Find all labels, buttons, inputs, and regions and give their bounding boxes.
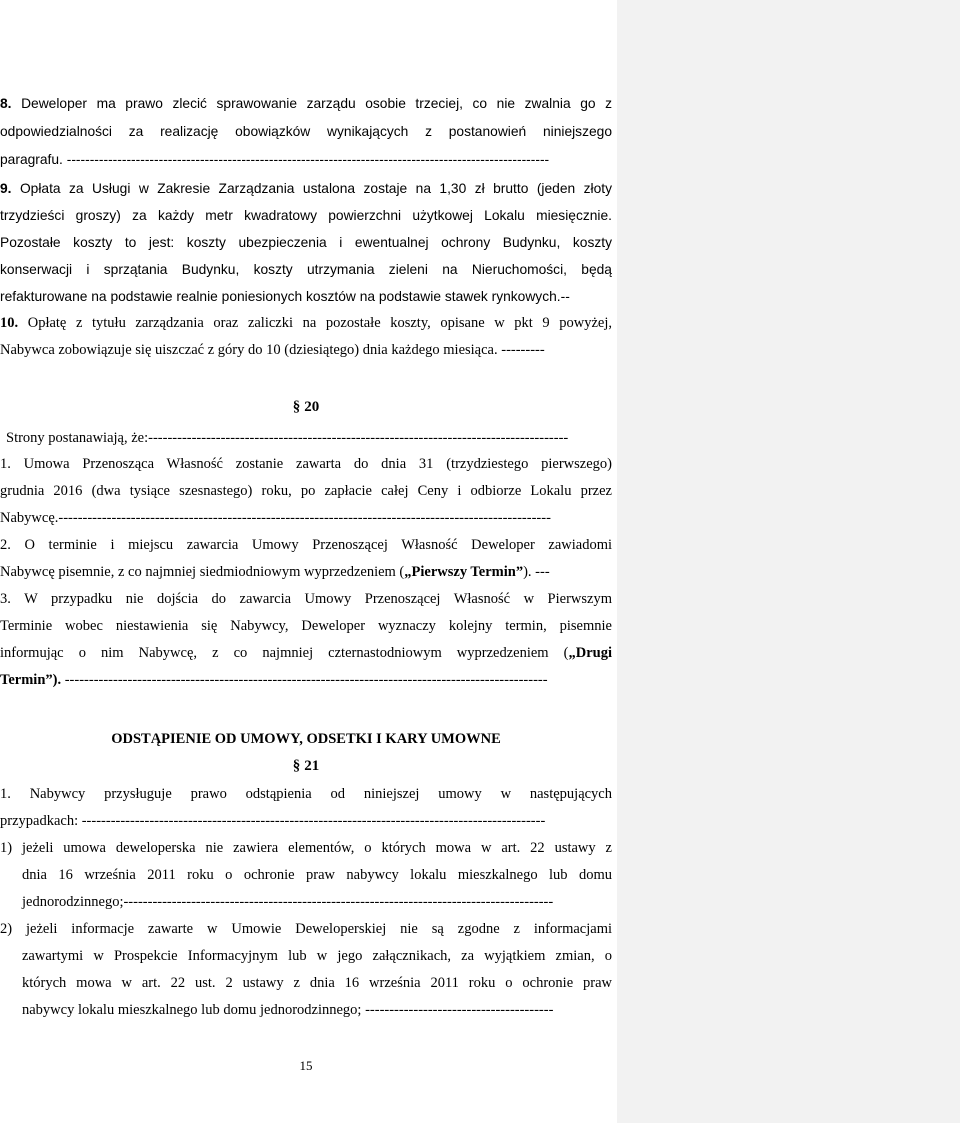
section-20-item-3-line-4: [0, 671, 548, 689]
paragraph-8-number: 8.: [0, 96, 12, 111]
paragraph-9-line-5: refakturowane na podstawie realnie poniesionych kosztów na podstawie stawek rynkowych.--: [0, 289, 570, 304]
section-21-number: 21: [304, 758, 320, 774]
section-20-item-3-line-1: 3. W przypadku nie dojścia do zawarcia Umowy Przenoszącej Własność w Pierwszym: [0, 591, 612, 607]
section-21-case-2-line-1: 2) jeżeli informacje zawarte w Umowie Deweloperskiej nie są zgodne z informacjami: [0, 921, 612, 937]
section-20-item-1-line-1: 1. Umowa Przenosząca Własność zostanie zawarta do dnia 31 (trzydziestego pierwszego): [0, 456, 612, 472]
term-second-label-start: „Drugi: [568, 645, 612, 661]
paragraph-8-line-1: [0, 95, 612, 113]
section-21-case-2-line-3: których mowa w art. 22 ust. 2 ustawy z dnia 16 września 2011 roku o ochronie praw: [22, 975, 612, 991]
paragraph-8-text-1: Deweloper ma prawo zlecić sprawowanie zarządu osobie trzeciej, co nie zwalnia go z: [21, 96, 612, 111]
section-20-item-3-line-2: Terminie wobec niestawienia się Nabywcy, Deweloper wyznaczy kolejny termin, pisemnie: [0, 618, 612, 634]
page-number: 15: [299, 1058, 313, 1073]
paragraph-10-text-1: Opłatę z tytułu zarządzania oraz zaliczki na pozostałe koszty, opisane w pkt 9 powyżej,: [27, 315, 612, 331]
paragraph-9: [0, 180, 612, 310]
section-21-case-2-line-4: nabywcy lokalu mieszkalnego lub domu jednorodzinnego; ---------------------------------------: [22, 1002, 554, 1018]
section-21-case-1-line-1: 1) jeżeli umowa deweloperska nie zawiera elementów, o których mowa w art. 22 ustawy z: [0, 840, 612, 856]
section-20-item-1-line-3: Nabywcę.------------------------------------------------------------------------------------------------------: [0, 510, 551, 526]
section-21-case-1-line-3: jednorodzinnego;-----------------------------------------------------------------------------------------: [22, 894, 554, 910]
section-21-item-1-line-1: 1. Nabywcy przysługuje prawo odstąpienia od niniejszej umowy w następujących: [0, 786, 612, 802]
section-20-body: [0, 429, 612, 699]
section-21-case-1-line-2: dnia 16 września 2011 roku o ochronie praw nabywcy lokalu mieszkalnego lub domu: [22, 867, 612, 883]
section-20-item-1-line-2: grudnia 2016 (dwa tysiące szesnastego) roku, po zapłacie całej Ceny i odbiorze Lokalu przez: [0, 483, 612, 499]
section-20-item-2-line-1: 2. O terminie i miejscu zawarcia Umowy Przenoszącej Własność Deweloper zawiadomi: [0, 537, 612, 553]
section-20-number: 20: [304, 399, 320, 415]
term-second-label-end: Termin”).: [0, 672, 62, 688]
section-20-item-3-tail: ----------------------------------------------------------------------------------------------------: [61, 672, 548, 688]
paragraph-9-line-2: trzydzieści groszy) za każdy metr kwadratowy powierzchni użytkowej Lokalu miesięcznie.: [0, 208, 612, 223]
section-20-heading: [0, 398, 612, 420]
paragraph-8: [0, 95, 612, 173]
section-21-case-2-line-2: zawartymi w Prospekcie Informacyjnym lub w jego załącznikach, za wyjątkiem zmian, o: [22, 948, 612, 964]
section-21-heading: [0, 757, 612, 779]
section-20-item-3-text: informując o nim Nabywcę, z co najmniej czternastodniowym wyprzedzeniem (: [0, 645, 569, 661]
section-21-item-1-line-2: przypadkach: ------------------------------------------------------------------------------------------------: [0, 813, 546, 829]
paragraph-9-line-1: [0, 180, 612, 198]
paragraph-9-line-3: Pozostałe koszty to jest: koszty ubezpieczenia i ewentualnej ochrony Budynku, koszty: [0, 235, 612, 250]
paragraph-10-number: 10.: [0, 315, 19, 331]
paragraph-10-line-1: [0, 314, 612, 332]
paragraph-8-line-2: odpowiedzialności za realizację obowiązków wynikających z postanowień niniejszego: [0, 124, 612, 139]
paragraph-8-line-3: paragrafu. ---------------------------------------------------------------------------------------------------------: [0, 152, 550, 167]
paragraph-10: [0, 314, 612, 366]
chapter-heading: ODSTĄPIENIE OD UMOWY, ODSETKI I KARY UMOWNE: [111, 731, 501, 747]
paragraph-9-line-4: konserwacji i sprzątania Budynku, koszty utrzymania zieleni na Nieruchomości, będą: [0, 262, 612, 277]
section-20-item-2-text: Nabywcę pisemnie, z co najmniej siedmiodniowym wyprzedzeniem (: [0, 564, 405, 580]
paragraph-9-number: 9.: [0, 181, 12, 196]
section-20-intro: Strony postanawiają, że:---------------------------------------------------------------------------------------: [6, 430, 569, 446]
section-21-body: [0, 785, 612, 1025]
section-20-item-2-tail: ). ---: [523, 564, 550, 580]
paragraph-sign-icon: §: [292, 758, 301, 774]
paragraph-10-line-2: Nabywca zobowiązuje się uiszczać z góry do 10 (dziesiątego) dnia każdego miesiąca. ---------: [0, 342, 545, 358]
paragraph-sign-icon: §: [292, 399, 301, 415]
paragraph-9-text-1: Opłata za Usługi w Zakresie Zarządzania ustalona zostaje na 1,30 zł brutto (jeden złoty: [19, 181, 612, 196]
section-20-item-3-line-3: [0, 644, 612, 662]
comment-margin: [617, 0, 960, 1123]
term-first-label: „Pierwszy Termin”: [404, 564, 524, 580]
section-20-item-2-line-2: [0, 563, 550, 581]
